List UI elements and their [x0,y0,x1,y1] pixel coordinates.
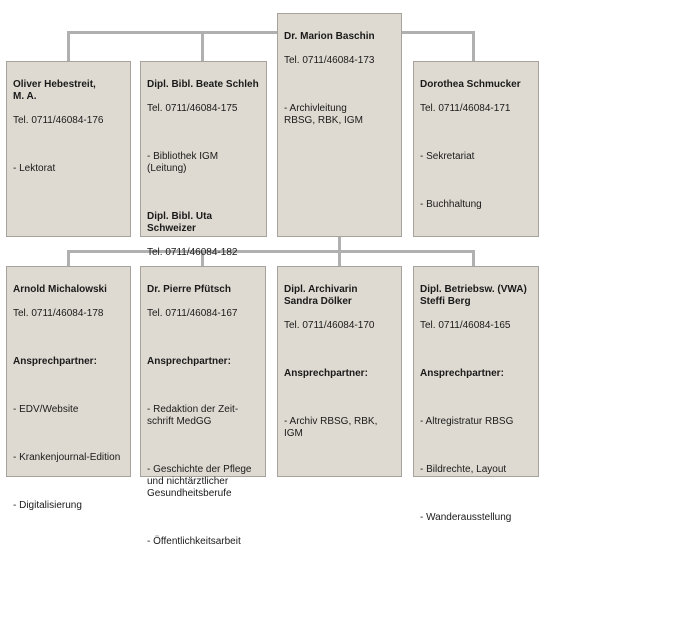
top-middle-tel2: Tel. 0711/46084-182 [147,247,238,258]
bottom-1-box [6,266,131,511]
top-left-box [6,61,131,237]
bottom-1-heading: Ansprechpartner: [13,356,97,367]
bottom-4-tel: Tel. 0711/46084-165 [420,320,511,331]
top-right-tel: Tel. 0711/46084-171 [420,103,511,114]
top-middle-item: - Bibliothek IGM (Leitung) [147,151,219,174]
connector-bottom-3-drop [338,250,341,267]
bottom-1-name: Arnold Michalowski [13,284,107,295]
bottom-4-item: - Altregistratur RBSG [420,416,514,427]
top-middle-name2: Dipl. Bibl. Uta Schweizer [147,211,212,234]
bottom-4-item: - Bildrechte, Layout [420,464,507,475]
top-left-item: - Lektorat [13,163,56,174]
bottom-1-item: - EDV/Website [13,404,79,415]
bottom-2-item: - Öffentlichkeitsarbeit [147,536,241,547]
connector-bottom-horizontal [67,250,475,253]
bottom-2-name: Dr. Pierre Pfütsch [147,284,231,295]
bottom-4-heading: Ansprechpartner: [420,368,504,379]
top-right-name: Dorothea Schmucker [420,79,521,90]
connector-top-left-drop [67,31,70,61]
top-right-item: - Buchhaltung [420,199,482,210]
bottom-3-box [277,266,402,477]
connector-bottom-4-drop [472,250,475,267]
bottom-4-item: - Wanderausstellung [420,512,512,523]
bottom-3-tel: Tel. 0711/46084-170 [284,320,375,331]
bottom-4-name: Dipl. Betriebsw. (VWA) Steffi Berg [420,284,527,307]
bottom-3-heading: Ansprechpartner: [284,368,368,379]
top-left-name: Oliver Hebestreit, M. A. [13,79,96,102]
bottom-2-box [140,266,266,547]
bottom-2-tel: Tel. 0711/46084-167 [147,308,238,319]
top-left-tel: Tel. 0711/46084-176 [13,115,104,126]
connector-top-middle-drop [201,31,204,61]
head-box [277,13,402,237]
head-name: Dr. Marion Baschin [284,31,375,42]
top-right-item: - Sekretariat [420,151,475,162]
bottom-2-heading: Ansprechpartner: [147,356,231,367]
bottom-2-item: - Geschichte der Pflege und nichtärztlicher Gesundheitsberufe [147,464,252,499]
top-right-box [413,61,539,237]
bottom-3-name: Dipl. Archivarin Sandra Dölker [284,284,358,307]
bottom-2-item: - Redaktion der Zeit- schrift MedGG [147,404,239,427]
bottom-1-tel: Tel. 0711/46084-178 [13,308,104,319]
bottom-3-item: - Archiv RBSG, RBK, IGM [284,416,378,439]
connector-top-horizontal [67,31,475,34]
connector-bottom-1-drop [67,250,70,267]
head-tel: Tel. 0711/46084-173 [284,55,375,66]
top-middle-tel: Tel. 0711/46084-175 [147,103,238,114]
top-middle-name: Dipl. Bibl. Beate Schleh [147,79,259,90]
bottom-1-item: - Digitalisierung [13,500,82,511]
bottom-1-item: - Krankenjournal-Edition [13,452,121,463]
head-item: - Archivleitung RBSG, RBK, IGM [284,103,363,126]
bottom-4-box [413,266,539,523]
connector-top-right-drop [472,31,475,61]
top-middle-box [140,61,267,258]
